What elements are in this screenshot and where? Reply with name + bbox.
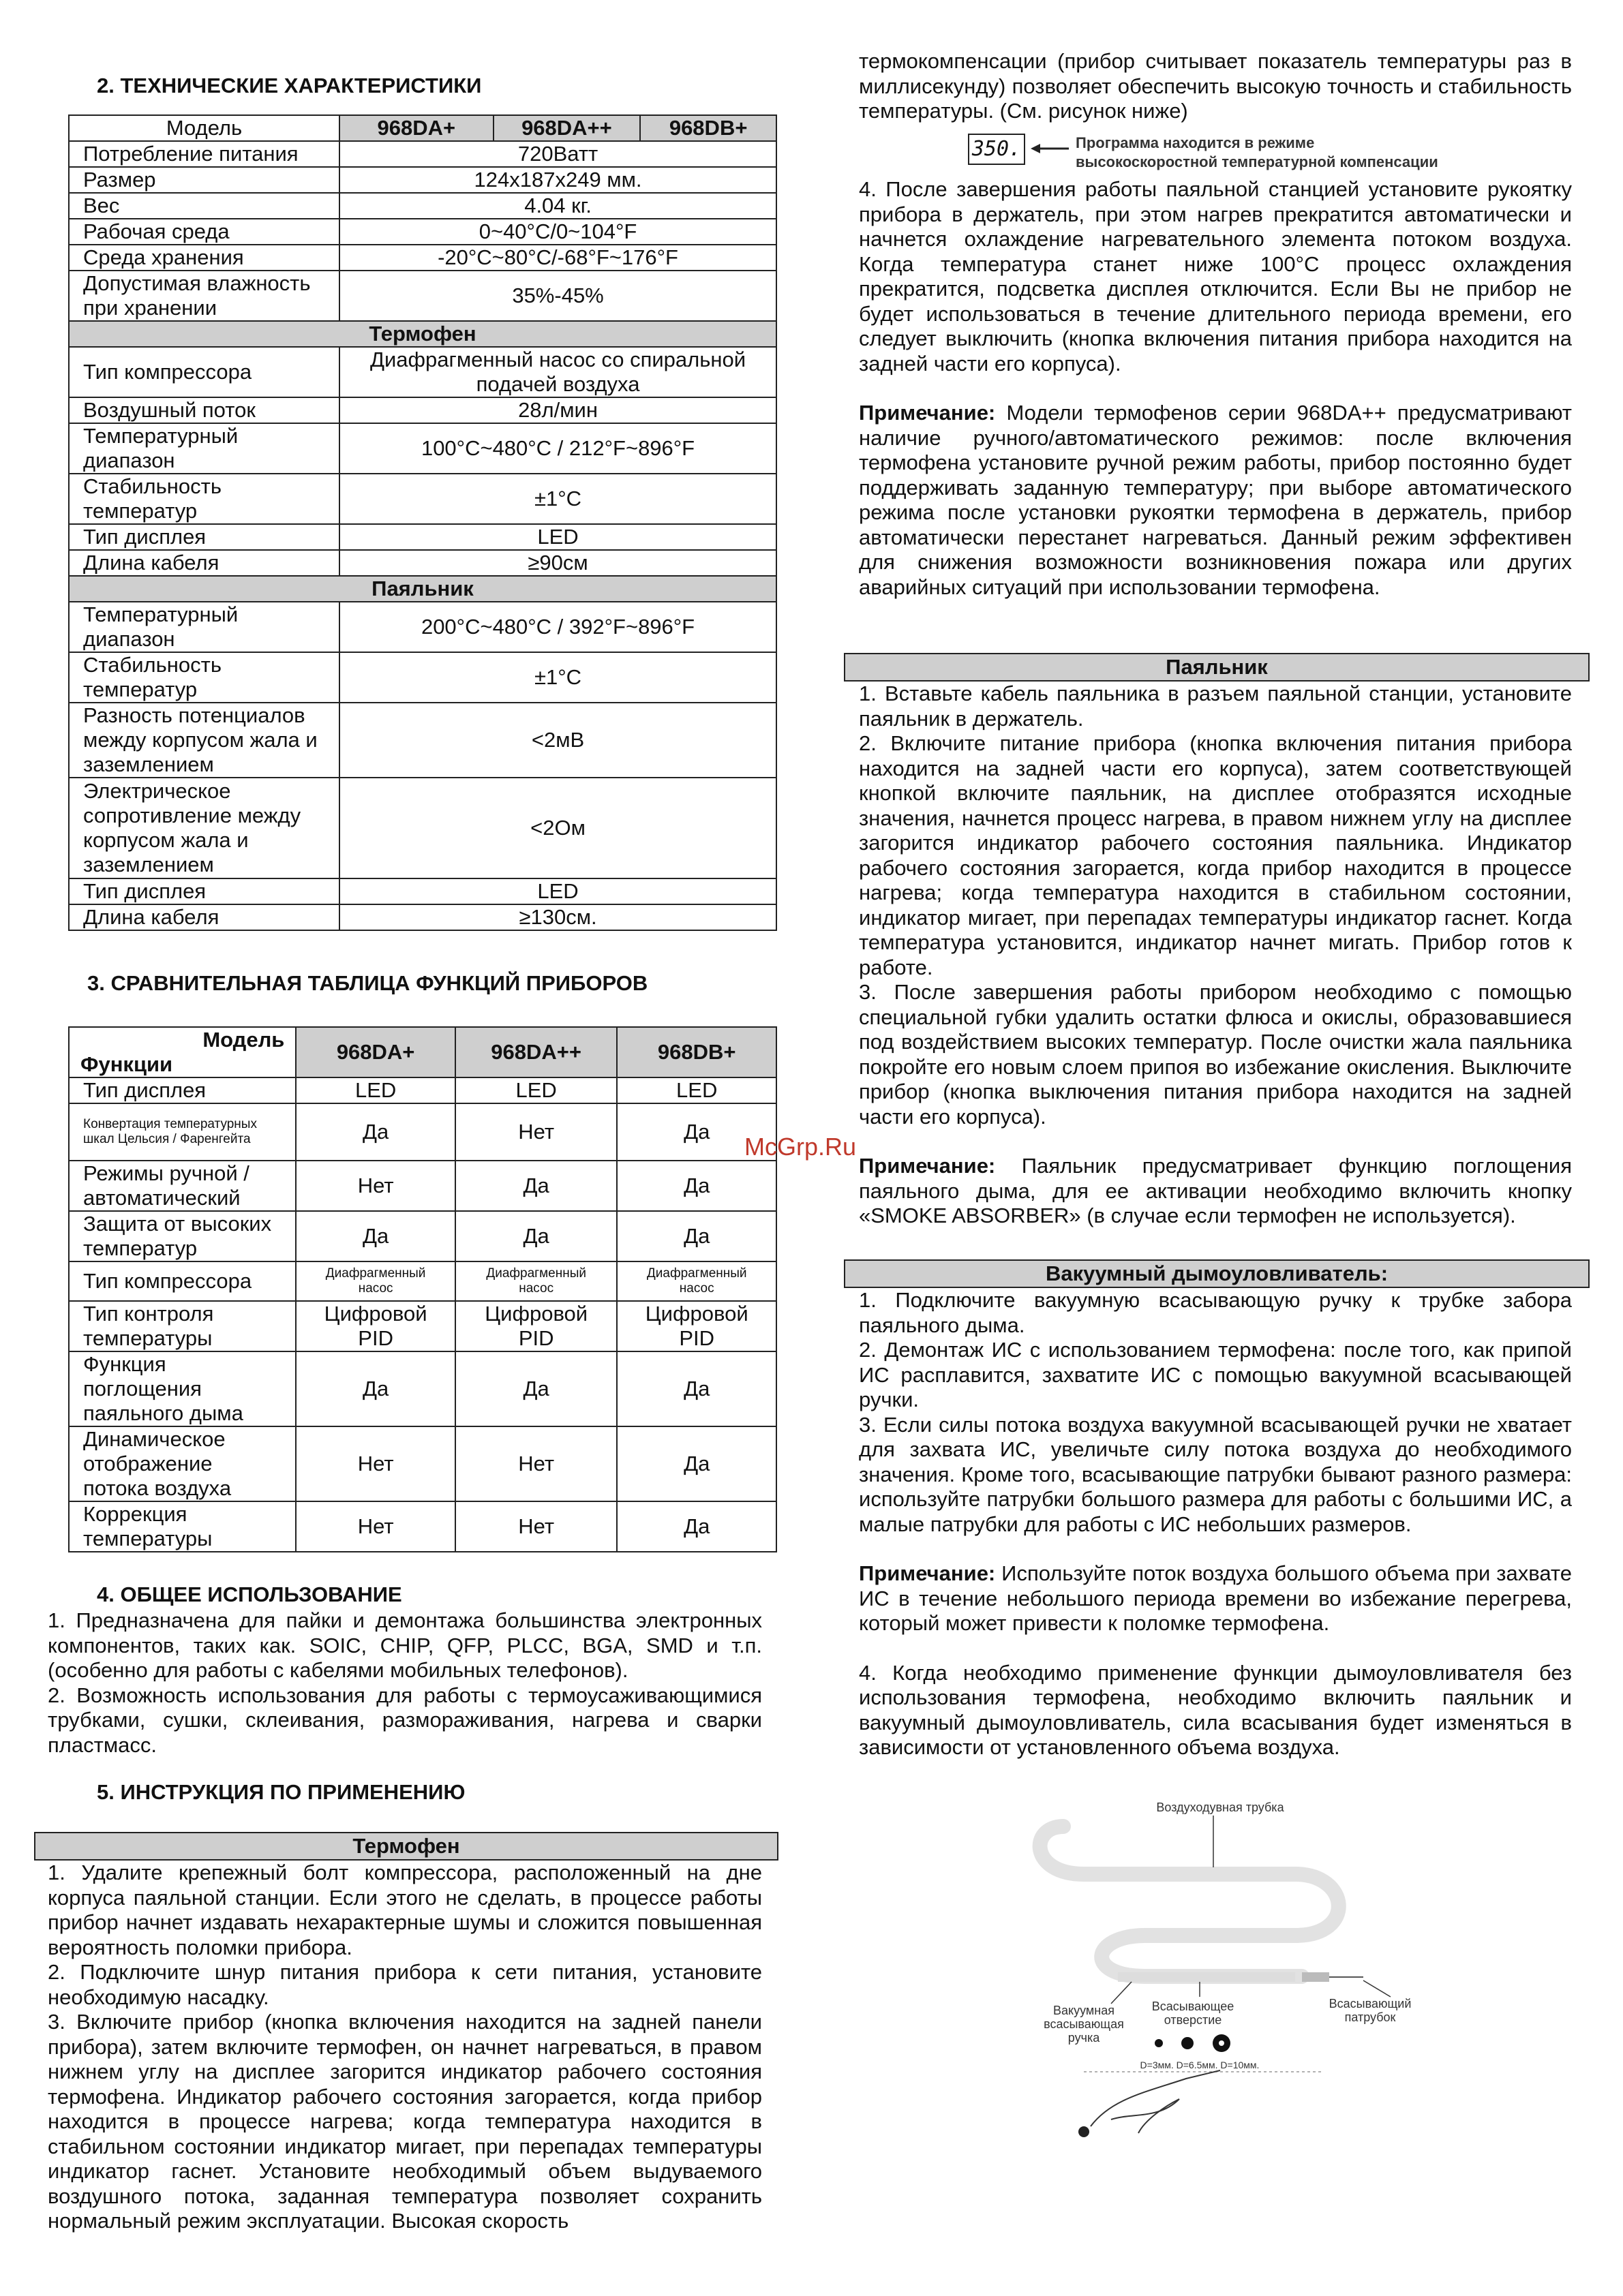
spec-iron-header: Паяльник	[69, 576, 776, 602]
spec-param-label: Тип компрессора	[69, 347, 339, 397]
note-text: Используйте поток воздуха большого объема при захвате ИС в течение небольшого периода времени во избежание перегрева, который может привести к поломке термофена.	[859, 1561, 1572, 1635]
spec-param-value: -20°C~80°C/-68°F~176°F	[339, 245, 776, 271]
section-5-title: 5. ИНСТРУКЦИЯ ПО ПРИМЕНЕНИЮ	[97, 1780, 466, 1804]
cmp-function-label: Тип компрессора	[69, 1261, 296, 1301]
cmp-function-label: Режимы ручной / автоматический	[69, 1161, 296, 1211]
hotair-step-2: 2. Подключите шнур питания прибора к сети питания, установите необходимую насадку.	[48, 1960, 762, 2009]
spec-param-label: Длина кабеля	[69, 550, 339, 576]
spec-param-value: ≥90см	[339, 550, 776, 576]
spec-model-header: Модель	[69, 115, 339, 141]
hotair-step-4: 4. После завершения работы паяльной станцией установите рукоятку прибора в держатель, при этом нагрев прекратится автоматически и начнется охлаждение нагревательного элемента потоком воздуха. Когда температура станет ниже 100°C процесс охлаждения прекратится, подсветка дисплея отключится. Если Вы не прибор не будет использоваться в течение длительного периода времени, его следует выключить (кнопка включения питания прибора находится на задней части его корпуса).	[859, 177, 1572, 376]
cmp-model-header: 968DA+	[296, 1027, 455, 1077]
cmp-value-cell: Диафрагменный насос	[455, 1261, 618, 1301]
spec-model-968da-plus: 968DA+	[339, 115, 494, 141]
vacuum-step-4: 4. Когда необходимо применение функции дымоуловливателя без использования термофена, необходимо включить паяльник и вакуумный дымоуловливатель, сила всасывания будет изменяться в зависимости от установленного объема воздуха.	[859, 1660, 1572, 1759]
vacuum-note	[859, 1561, 1572, 1636]
hotair-step-1: 1. Удалите крепежный болт компрессора, расположенный на дне корпуса паяльной станции. Если этого не сделать, в процессе работы прибор начнет издавать нехарактерные шумы и сложится повышенная вероятность поломки прибора.	[48, 1861, 762, 1959]
spec-param-value: 100°C~480°C / 212°F~896°F	[339, 423, 776, 474]
spec-param-value: 28л/мин	[339, 397, 776, 423]
vacuum-pen-diagram	[1009, 1799, 1431, 2140]
cmp-function-label: Коррекция температуры	[69, 1501, 296, 1552]
spec-param-label: Среда хранения	[69, 245, 339, 271]
label-suction-hole: Всасывающее отверстие	[1151, 2000, 1234, 2027]
cmp-value-cell: Да	[617, 1211, 776, 1261]
section-4-body	[48, 1608, 762, 1758]
vacuum-instructions	[859, 1288, 1572, 1760]
display-figure	[968, 134, 1513, 174]
spec-param-value: 124x187x249 мм.	[339, 167, 776, 193]
cmp-function-label: Тип дисплея	[69, 1077, 296, 1103]
cmp-value-cell: Нет	[455, 1426, 618, 1501]
cmp-value-cell: Цифровой PID	[296, 1301, 455, 1351]
spec-param-value: LED	[339, 524, 776, 550]
hotair-instructions	[48, 1861, 762, 2234]
spec-param-value: 4.04 кг.	[339, 193, 776, 219]
spec-param-value: 200°C~480°C / 392°F~896°F	[339, 602, 776, 652]
spec-hotair-header: Термофен	[69, 321, 776, 347]
led-display: 350.	[968, 134, 1025, 165]
right-column-hotair-cont	[859, 177, 1572, 600]
note-label: Примечание:	[859, 401, 996, 425]
spec-model-968da-plusplus: 968DA++	[494, 115, 641, 141]
iron-instructions	[859, 682, 1572, 1229]
cmp-value-cell: Цифровой PID	[455, 1301, 618, 1351]
spec-param-label: Температурный диапазон	[69, 602, 339, 652]
cmp-value-cell: Да	[617, 1351, 776, 1426]
cmp-value-cell: Диафрагменный насос	[617, 1261, 776, 1301]
cmp-value-cell: Да	[455, 1161, 618, 1211]
vacuum-tube-illustration	[1009, 1799, 1431, 2140]
cmp-value-cell: Нет	[455, 1103, 618, 1161]
cmp-value-cell: Нет	[455, 1501, 618, 1552]
iron-section-bar: Паяльник	[844, 653, 1590, 682]
spec-param-label: Вес	[69, 193, 339, 219]
spec-param-label: Температурный диапазон	[69, 423, 339, 474]
cmp-function-label: Защита от высоких температур	[69, 1211, 296, 1261]
spec-param-label: Тип дисплея	[69, 524, 339, 550]
cmp-corner-header	[69, 1027, 296, 1077]
spec-param-value: <2Ом	[339, 778, 776, 878]
spec-param-label: Допустимая влажность при хранении	[69, 271, 339, 321]
section-4-title: 4. ОБЩЕЕ ИСПОЛЬЗОВАНИЕ	[97, 1582, 402, 1606]
arrow-left-icon	[1031, 142, 1070, 155]
spec-param-label: Длина кабеля	[69, 904, 339, 930]
cmp-value-cell: Да	[296, 1351, 455, 1426]
spec-param-value: ±1°C	[339, 474, 776, 524]
cmp-value-cell: Диафрагменный насос	[296, 1261, 455, 1301]
spec-param-label: Стабильность температур	[69, 652, 339, 703]
cmp-value-cell: Да	[617, 1426, 776, 1501]
iron-step-3: 3. После завершения работы прибором необходимо с помощью специальной губки удалить остатки флюса и окислы, образовавшиеся под воздействием высоких температур. После очистки жала паяльника покройте его новым слоем припоя во избежание окисления. Выключите прибор (кнопка выключения питания прибора находится на задней части его корпуса).	[859, 980, 1572, 1129]
note-label: Примечание:	[859, 1561, 996, 1585]
cmp-value-cell: LED	[296, 1077, 455, 1103]
spec-table	[68, 114, 777, 931]
cmp-model-header: 968DB+	[617, 1027, 776, 1077]
spec-param-label: Воздушный поток	[69, 397, 339, 423]
cmp-function-label: Тип контроля температуры	[69, 1301, 296, 1351]
display-note-line2: высокоскоростной температурной компенсации	[1076, 153, 1438, 170]
hotair-note	[859, 401, 1572, 600]
hotair-section-bar: Термофен	[34, 1832, 778, 1861]
spec-param-label: Размер	[69, 167, 339, 193]
cmp-value-cell: Нет	[296, 1161, 455, 1211]
spec-param-label: Стабильность температур	[69, 474, 339, 524]
spec-param-value: <2мВ	[339, 703, 776, 778]
label-air-tube: Воздуходувная трубка	[1156, 1801, 1284, 1814]
vacuum-step-2: 2. Демонтаж ИС с использованием термофена: после того, как припой ИС расплавится, захватите ИС с помощью вакуумной всасывающей ручки.	[859, 1338, 1572, 1411]
hotair-step-3: 3. Включите прибор (кнопка включения находится на задней панели прибора), затем включите термофен, он начнет нагреваться, в правом нижнем углу на дисплее загорится индикатор рабочего состояния термофена. Индикатор рабочего состояния загорается, когда прибор находится в процессе нагрева; когда температура находится в стабильном состоянии индикатор мигает, при перепадах температуры индикатор гаснет. Установите необходимый объем выдуваемого воздушного потока, заданная температура позволяет сохранить нормальный режим эксплуатации. Высокая скорость	[48, 2010, 762, 2233]
section-2-title: 2. ТЕХНИЧЕСКИЕ ХАРАКТЕРИСТИКИ	[97, 74, 482, 97]
spec-param-label: Тип дисплея	[69, 878, 339, 904]
spec-param-value: LED	[339, 878, 776, 904]
site-watermark: McGrp.Ru	[744, 1133, 857, 1161]
cmp-value-cell: Да	[455, 1351, 618, 1426]
cmp-function-label: Функция поглощения паяльного дыма	[69, 1351, 296, 1426]
spec-param-label: Потребление питания	[69, 141, 339, 167]
spec-param-value: ≥130см.	[339, 904, 776, 930]
cmp-function-label: Динамическое отображение потока воздуха	[69, 1426, 296, 1501]
iron-step-1: 1. Вставьте кабель паяльника в разъем паяльной станции, установите паяльник в держатель.	[859, 682, 1572, 731]
spec-param-value: Диафрагменный насос со спиральной подачей воздуха	[339, 347, 776, 397]
cmp-model-header: 968DA++	[455, 1027, 618, 1077]
spec-param-label: Электрическое сопротивление между корпусом жала и заземлением	[69, 778, 339, 878]
cmp-value-cell: Да	[455, 1211, 618, 1261]
cmp-value-cell: LED	[617, 1077, 776, 1103]
general-use-item-1: 1. Предназначена для пайки и демонтажа большинства электронных компонентов, таких как. SOIC, CHIP, QFP, PLCC, BGA, SMD и т.п. (особенно для работы с кабелями мобильных телефонов).	[48, 1608, 762, 1682]
spec-param-value: 0~40°C/0~104°F	[339, 219, 776, 245]
cmp-corner-functions: Функции	[80, 1052, 173, 1076]
section-3-title: 3. СРАВНИТЕЛЬНАЯ ТАБЛИЦА ФУНКЦИЙ ПРИБОРОВ	[87, 971, 648, 995]
spec-param-value: 720Ватт	[339, 141, 776, 167]
general-use-item-2: 2. Возможность использования для работы с термоусаживающимися трубками, сушки, склеивания, размораживания, нагрева и сварки пластмасс.	[48, 1683, 762, 1757]
note-label: Примечание:	[859, 1154, 996, 1178]
cmp-value-cell: Да	[617, 1501, 776, 1552]
cmp-value-cell: LED	[455, 1077, 618, 1103]
note-text: Модели термофенов серии 968DA++ предусматривают наличие ручного/автоматического режимов: после включения термофена установите ручной режим работы, прибор постоянно будет поддерживать заданную температуру; при выборе автоматического режима после установки рукоятки термофена в держатель, прибор автоматически перестанет нагреваться. Данный режим эффективен для снижения возможности возникновения пожара или других аварийных ситуаций при использовании термофена.	[859, 401, 1572, 599]
cmp-value-cell: Да	[296, 1103, 455, 1161]
label-nozzle-sizes: D=3мм. D=6.5мм. D=10мм.	[1140, 2060, 1260, 2070]
cmp-function-label: Конвертация температурных шкал Цельсия / Фаренгейта	[69, 1103, 296, 1161]
compensation-continuation: термокомпенсации (прибор считывает показатель температуры раз в миллисекунду) позволяет обеспечить высокую точность и стабильность температуры. (См. рисунок ниже)	[859, 49, 1572, 123]
spec-param-label: Разность потенциалов между корпусом жала и заземлением	[69, 703, 339, 778]
cmp-value-cell: Да	[617, 1103, 776, 1161]
note-text: Паяльник предусматривает функцию поглощения паяльного дыма, для ее активации необходимо включить кнопку «SMOKE ABSORBER» (в случае если термофен не используется).	[859, 1154, 1572, 1227]
vacuum-step-3: 3. Если силы потока воздуха вакуумной всасывающей ручки не хватает для захвата ИС, увеличьте силу потока воздуха до необходимого значения. Кроме того, всасывающие патрубки бывают разного размера: используйте патрубки большого размера для работы с большими ИС, а малые патрубки для работы с ИС небольших размеров.	[859, 1412, 1572, 1536]
cmp-value-cell: Цифровой PID	[617, 1301, 776, 1351]
vacuum-section-bar: Вакуумный дымоуловливатель:	[844, 1259, 1590, 1288]
label-vacuum-handle: Вакуумная всасывающая ручка	[1044, 2004, 1124, 2045]
right-column-top	[859, 49, 1572, 124]
vacuum-step-1: 1. Подключите вакуумную всасывающую ручку к трубке забора паяльного дыма.	[859, 1288, 1572, 1337]
spec-param-label: Рабочая среда	[69, 219, 339, 245]
cmp-value-cell: Да	[296, 1211, 455, 1261]
cmp-value-cell: Да	[617, 1161, 776, 1211]
cmp-corner-model: Модель	[202, 1028, 285, 1052]
display-note-line1: Программа находится в режиме	[1076, 134, 1315, 151]
spec-param-value: 35%-45%	[339, 271, 776, 321]
cmp-value-cell: Нет	[296, 1426, 455, 1501]
cmp-value-cell: Нет	[296, 1501, 455, 1552]
label-suction-nozzle: Всасывающий патрубок	[1329, 1997, 1412, 2024]
iron-note	[859, 1154, 1572, 1229]
spec-param-value: ±1°C	[339, 652, 776, 703]
spec-model-968db-plus: 968DB+	[640, 115, 776, 141]
iron-step-2: 2. Включите питание прибора (кнопка включения питания прибора находится на задней части его корпуса), затем соответствующей кнопкой включите паяльник, на дисплее отобразятся исходные значения, начнется процесс нагрева, в правом нижнем углу на дисплее загорится индикатор рабочего состояния паяльника. Индикатор рабочего состояния загорается, когда прибор находится в процессе нагрева; когда температура находится в стабильном состоянии, индикатор мигает, при перепадах температуры индикатор гаснет. Когда температура установится, индикатор начнет мигать. Прибор готов к работе.	[859, 731, 1572, 979]
